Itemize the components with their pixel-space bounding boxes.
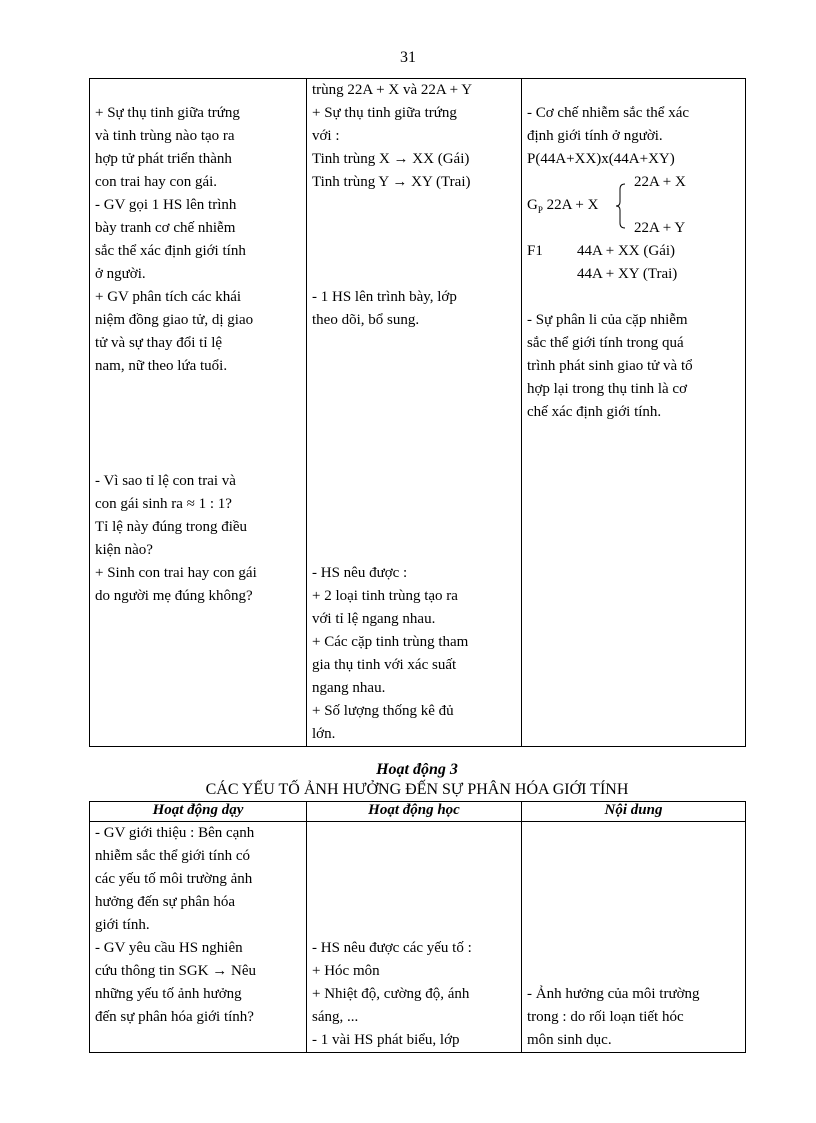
text-line: chế xác định giới tính.: [527, 404, 662, 420]
gamete-x: 22A + X: [634, 174, 686, 190]
text-line: [312, 868, 516, 891]
text-line: [95, 424, 301, 447]
text-line: [312, 240, 516, 263]
text-line: [312, 914, 516, 937]
f1-label: F1: [527, 243, 543, 259]
text-line: Tỉ lệ này đúng trong điều: [95, 519, 248, 535]
header-teacher: Hoạt động dạy: [90, 802, 307, 822]
text-line: với tỉ lệ ngang nhau.: [312, 611, 436, 627]
section-subtitle: CÁC YẾU TỐ ẢNH HƯỞNG ĐẾN SỰ PHÂN HÓA GIỚI TÍNH: [205, 781, 629, 798]
text-line: - Cơ chế nhiễm sắc thể xác: [527, 105, 690, 121]
text-line: [312, 516, 516, 539]
text-line: trình phát sinh giao tử và tổ: [527, 358, 693, 374]
text-line: [312, 217, 516, 240]
text-line: định giới tính ở người.: [527, 128, 663, 144]
text-line: hợp lại trong thụ tinh là cơ: [527, 381, 688, 397]
text-line: môn sinh dục.: [527, 1032, 612, 1048]
text-line: + Sinh con trai hay con gái: [95, 565, 257, 581]
text-line: - Sự phân li của cặp nhiễm: [527, 312, 688, 328]
text-line: + Nhiệt độ, cường độ, ánh: [312, 986, 470, 1002]
text-line: - GV gọi 1 HS lên trình: [95, 197, 237, 213]
text-line: sắc thể giới tính trong quá: [527, 335, 684, 351]
text-line: + Các cặp tinh trùng tham: [312, 634, 469, 650]
text-line: [312, 470, 516, 493]
text-line: [312, 539, 516, 562]
text-line: [95, 378, 301, 401]
text-line: [527, 960, 740, 983]
text-line: - Vì sao tỉ lệ con trai và: [95, 473, 236, 489]
text-line: [527, 891, 740, 914]
text-line: cứu thông tin SGK → Nêu: [95, 963, 257, 979]
text-line: hưởng đến sự phân hóa: [95, 894, 236, 910]
text-line: [312, 424, 516, 447]
f1-boy: 44A + XY (Trai): [577, 266, 678, 282]
brace-icon: [616, 183, 626, 229]
text-line: [312, 447, 516, 470]
text-line: [95, 401, 301, 424]
text-line: con trai hay con gái.: [95, 174, 218, 190]
text-line: các yếu tố môi trường ảnh: [95, 871, 253, 887]
f1-generation: [527, 240, 740, 286]
text-line: - HS nêu được :: [312, 565, 408, 581]
text-line: [312, 378, 516, 401]
text-line: lớn.: [312, 726, 336, 742]
text-line: Tinh trùng X → XX (Gái): [312, 151, 470, 167]
header-student: Hoạt động học: [307, 802, 522, 822]
text-line: [312, 401, 516, 424]
text-line: hợp tử phát triển thành: [95, 151, 232, 167]
text-line: - HS nêu được các yếu tố :: [312, 940, 472, 956]
text-line: [527, 822, 740, 845]
header-content: Nội dung: [522, 802, 746, 822]
text-line: trùng 22A + X và 22A + Y: [312, 82, 473, 98]
text-line: ngang nhau.: [312, 680, 386, 696]
text-line: với :: [312, 128, 340, 144]
text-line: theo dõi, bổ sung.: [312, 312, 420, 328]
text-line: ở người.: [95, 266, 146, 282]
text-line: - 1 HS lên trình bày, lớp: [312, 289, 457, 305]
text-line: + 2 loại tinh trùng tạo ra: [312, 588, 458, 604]
lesson-table-activity-3: [89, 801, 746, 1053]
table-row: [90, 79, 746, 747]
text-line: những yếu tố ảnh hưởng: [95, 986, 242, 1002]
text-line: + Sự thụ tinh giữa trứng: [312, 105, 457, 121]
text-line: sáng, ...: [312, 1009, 359, 1025]
table-header-row: [90, 802, 746, 822]
text-line: gia thụ tinh với xác suất: [312, 657, 457, 673]
text-line: tử và sự thay đổi tỉ lệ: [95, 335, 223, 351]
student-activity-cell: [307, 79, 522, 747]
text-line: con gái sinh ra ≈ 1 : 1?: [95, 496, 232, 512]
text-line: + Số lượng thống kê đủ: [312, 703, 454, 719]
text-line: - GV giới thiệu : Bên cạnh: [95, 825, 255, 841]
parent-cross: P(44A+XX)x(44A+XY): [527, 151, 675, 167]
content-cell: [522, 822, 746, 1053]
content-cell: [522, 79, 746, 747]
table-row: [90, 822, 746, 1053]
text-line: [312, 194, 516, 217]
text-line: do người mẹ đúng không?: [95, 588, 253, 604]
gamete-y: 22A + Y: [634, 220, 686, 236]
text-line: giới tính.: [95, 917, 150, 933]
text-line: [95, 79, 301, 102]
page-number: 31: [400, 49, 416, 66]
text-line: và tinh trùng nào tạo ra: [95, 128, 235, 144]
gamete-diagram: [527, 171, 740, 240]
text-line: + Hóc môn: [312, 963, 380, 979]
text-line: nhiễm sắc thể giới tính có: [95, 848, 250, 864]
text-line: bày tranh cơ chế nhiễm: [95, 220, 236, 236]
student-activity-cell: [307, 822, 522, 1053]
text-line: + GV phân tích các khái: [95, 289, 242, 305]
text-line: [527, 868, 740, 891]
gametes-label: $G_P$ 22A + X: [527, 197, 599, 215]
text-line: [312, 822, 516, 845]
teacher-activity-cell: [90, 79, 307, 747]
teacher-activity-cell: [90, 822, 307, 1053]
lesson-table-activity-2: [89, 78, 746, 747]
text-line: trong : do rối loạn tiết hóc: [527, 1009, 684, 1025]
text-line: [312, 891, 516, 914]
text-line: niệm đồng giao tử, dị giao: [95, 312, 254, 328]
text-line: nam, nữ theo lứa tuổi.: [95, 358, 228, 374]
text-line: [312, 845, 516, 868]
text-line: [312, 263, 516, 286]
text-line: [527, 937, 740, 960]
text-line: + Sự thụ tinh giữa trứng: [95, 105, 240, 121]
text-line: đến sự phân hóa giới tính?: [95, 1009, 254, 1025]
text-line: Tinh trùng Y → XY (Trai): [312, 174, 471, 190]
f1-girl: 44A + XX (Gái): [577, 243, 676, 259]
text-line: [95, 447, 301, 470]
text-line: [312, 355, 516, 378]
text-line: sắc thể xác định giới tính: [95, 243, 246, 259]
text-line: [527, 914, 740, 937]
section-title: Hoạt động 3: [376, 761, 458, 778]
text-line: - GV yêu cầu HS nghiên: [95, 940, 243, 956]
text-line: kiện nào?: [95, 542, 153, 558]
text-line: [527, 845, 740, 868]
text-line: - 1 vài HS phát biểu, lớp: [312, 1032, 460, 1048]
text-line: - Ảnh hưởng của môi trường: [527, 986, 700, 1002]
text-line: [312, 493, 516, 516]
text-line: [312, 332, 516, 355]
